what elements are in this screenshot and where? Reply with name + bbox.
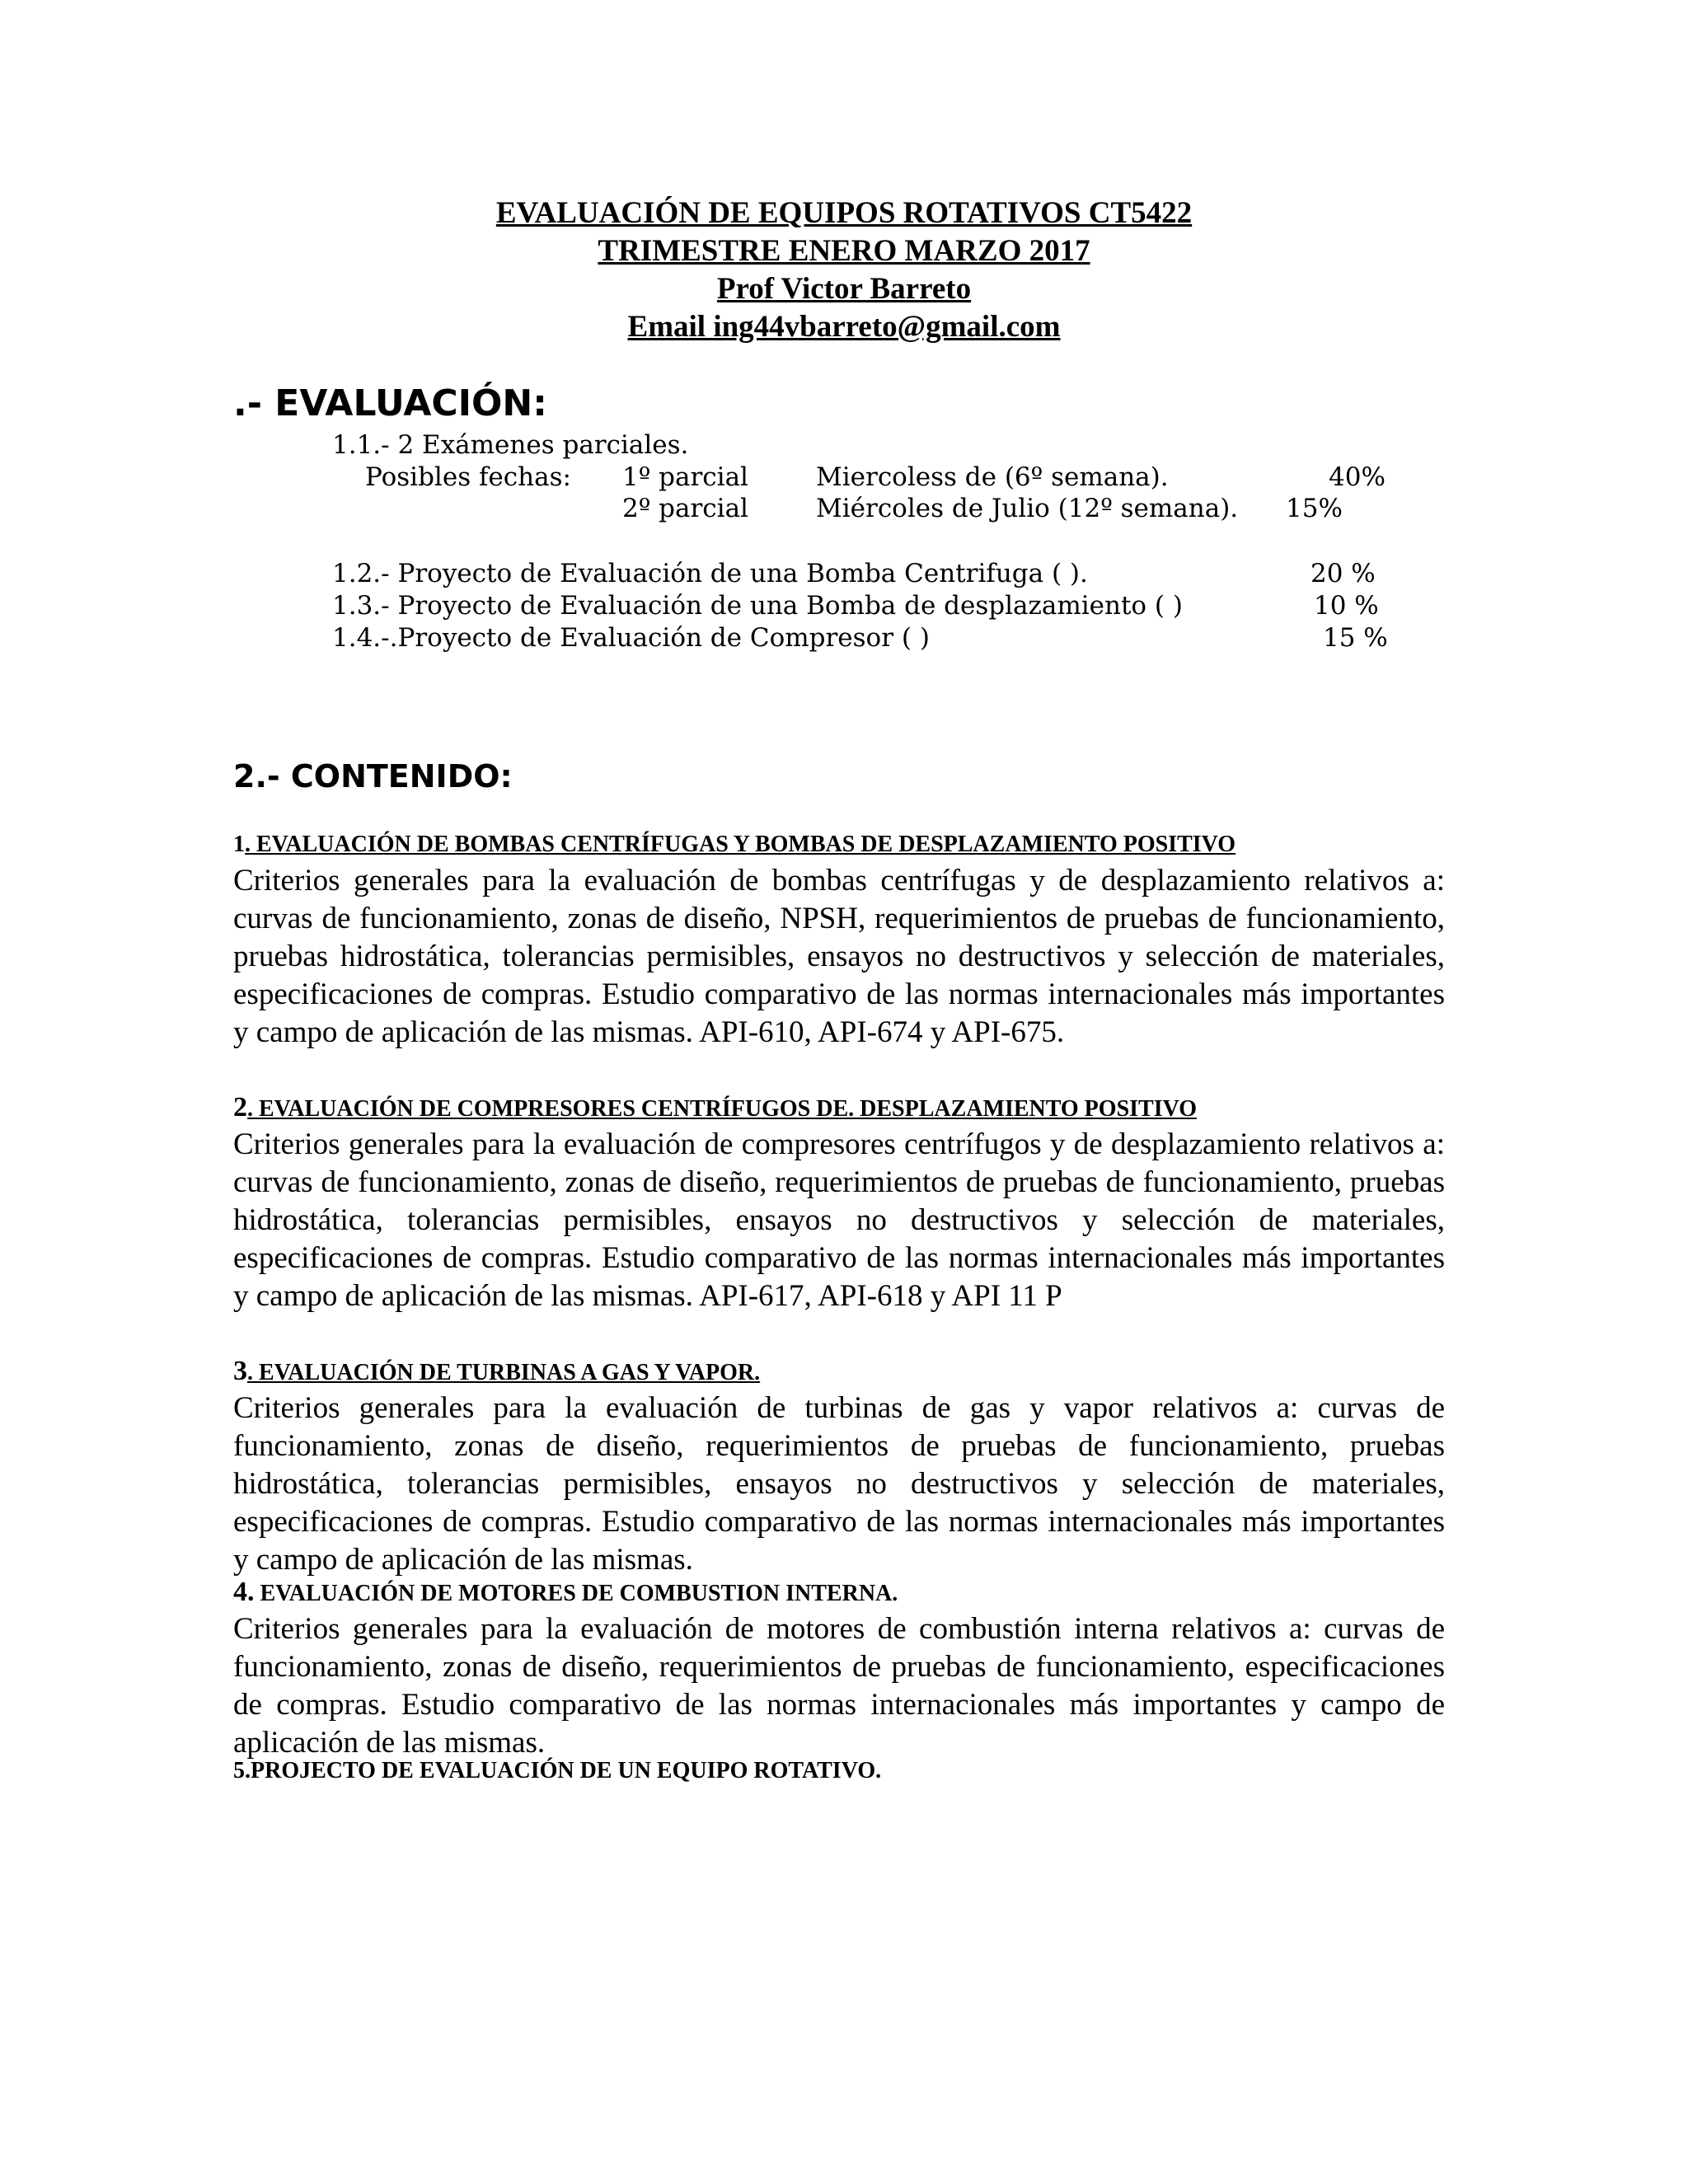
section-title-text: . EVALUACIÓN DE BOMBAS CENTRÍFUGAS Y BOMBAS DE DESPLAZAMIENTO POSITIVO: [245, 832, 1236, 857]
exam1-name: 1º parcial: [622, 462, 748, 492]
project-pct: 10 %: [1314, 591, 1379, 621]
course-title: EVALUACIÓN DE EQUIPOS ROTATIVOS CT5422: [495, 196, 1193, 230]
exams-label: 1.1.- 2 Exámenes parciales.: [332, 430, 689, 460]
section-title-text: . EVALUACIÓN DE TURBINAS A GAS Y VAPOR.: [247, 1360, 761, 1385]
section-1-body: Criterios generales para la evaluación de bombas centrífugas y de desplazamiento relativos a: curvas de funcionamiento, zonas de diseño, NPSH, requerimientos de pruebas de funcionamiento, pruebas hidrostática, tolerancias permisibles, ensayos no destructivos y selección de materiales, especificaciones de compras. Estudio comparativo de las normas internacionales más importantes y campo de aplicación de las mismas. API-610, API-674 y API-675.: [233, 864, 1445, 1049]
section-number: 3: [233, 1356, 247, 1386]
exam1-pct: 40%: [1329, 462, 1386, 492]
dates-label: Posibles fechas:: [365, 462, 571, 492]
exam2-when: Miércoles de Julio (12º semana).: [816, 494, 1239, 523]
professor-name: Prof Victor Barreto: [716, 272, 972, 306]
section-3-title: [233, 1356, 760, 1387]
section-3-body: Criterios generales para la evaluación de turbinas de gas y vapor relativos a: curvas de funcionamiento, zonas de diseño, requerimientos de pruebas de funcionamiento, pruebas hidrostática, tolerancias permisibles, ensayos no destructivos y selección de materiales, especificaciones de compras. Estudio comparativo de las normas internacionales más importantes y campo de aplicación de las mismas.: [233, 1391, 1445, 1577]
section-number: 4.: [233, 1577, 255, 1607]
section-4-body: Criterios generales para la evaluación de motores de combustión interna relativos a: curvas de funcionamiento, zonas de diseño, requerimientos de pruebas de funcionamiento, especificaciones de compras. Estudio comparativo de las normas internacionales más importantes y campo de aplicación de las mismas.: [233, 1612, 1445, 1760]
project-item: 1.4.-.Proyecto de Evaluación de Compresor ( ): [332, 623, 930, 653]
professor-email: Email ing44vbarreto@gmail.com: [627, 310, 1061, 344]
section-2-title: [233, 1092, 1197, 1123]
section-number: 2: [233, 1092, 247, 1122]
contenido-heading: 2.- CONTENIDO:: [233, 758, 513, 794]
section-title-text: . EVALUACIÓN DE COMPRESORES CENTRÍFUGOS DE. DESPLAZAMIENTO POSITIVO: [247, 1096, 1198, 1122]
evaluacion-heading: .- EVALUACIÓN:: [233, 382, 547, 424]
section-1-title: [233, 832, 1236, 858]
project-item: 1.3.- Proyecto de Evaluación de una Bomba de desplazamiento ( ): [332, 591, 1183, 621]
project-pct: 20 %: [1311, 559, 1376, 588]
term-title: TRIMESTRE ENERO MARZO 2017: [598, 234, 1090, 268]
section-5-title: 5.PROJECTO DE EVALUACIÓN DE UN EQUIPO ROTATIVO.: [233, 1758, 882, 1783]
section-title-text: EVALUACIÓN DE MOTORES DE COMBUSTION INTERNA.: [254, 1581, 898, 1606]
section-4-title: [233, 1577, 898, 1608]
exam2-pct: 15%: [1286, 494, 1343, 523]
project-item: 1.2.- Proyecto de Evaluación de una Bomba Centrifuga ( ).: [332, 559, 1088, 588]
section-2-body: Criterios generales para la evaluación de compresores centrífugos y de desplazamiento relativos a: curvas de funcionamiento, zonas de diseño, requerimientos de pruebas de funcionamiento, pruebas hidrostática, tolerancias permisibles, ensayos no destructivos y selección de materiales, especificaciones de compras. Estudio comparativo de las normas internacionales más importantes y campo de aplicación de las mismas. API-617, API-618 y API 11 P: [233, 1127, 1445, 1313]
section-number: 1: [233, 832, 245, 857]
project-pct: 15 %: [1323, 623, 1388, 653]
exam2-name: 2º parcial: [622, 494, 748, 523]
exam1-when: Miercoless de (6º semana).: [816, 462, 1169, 492]
